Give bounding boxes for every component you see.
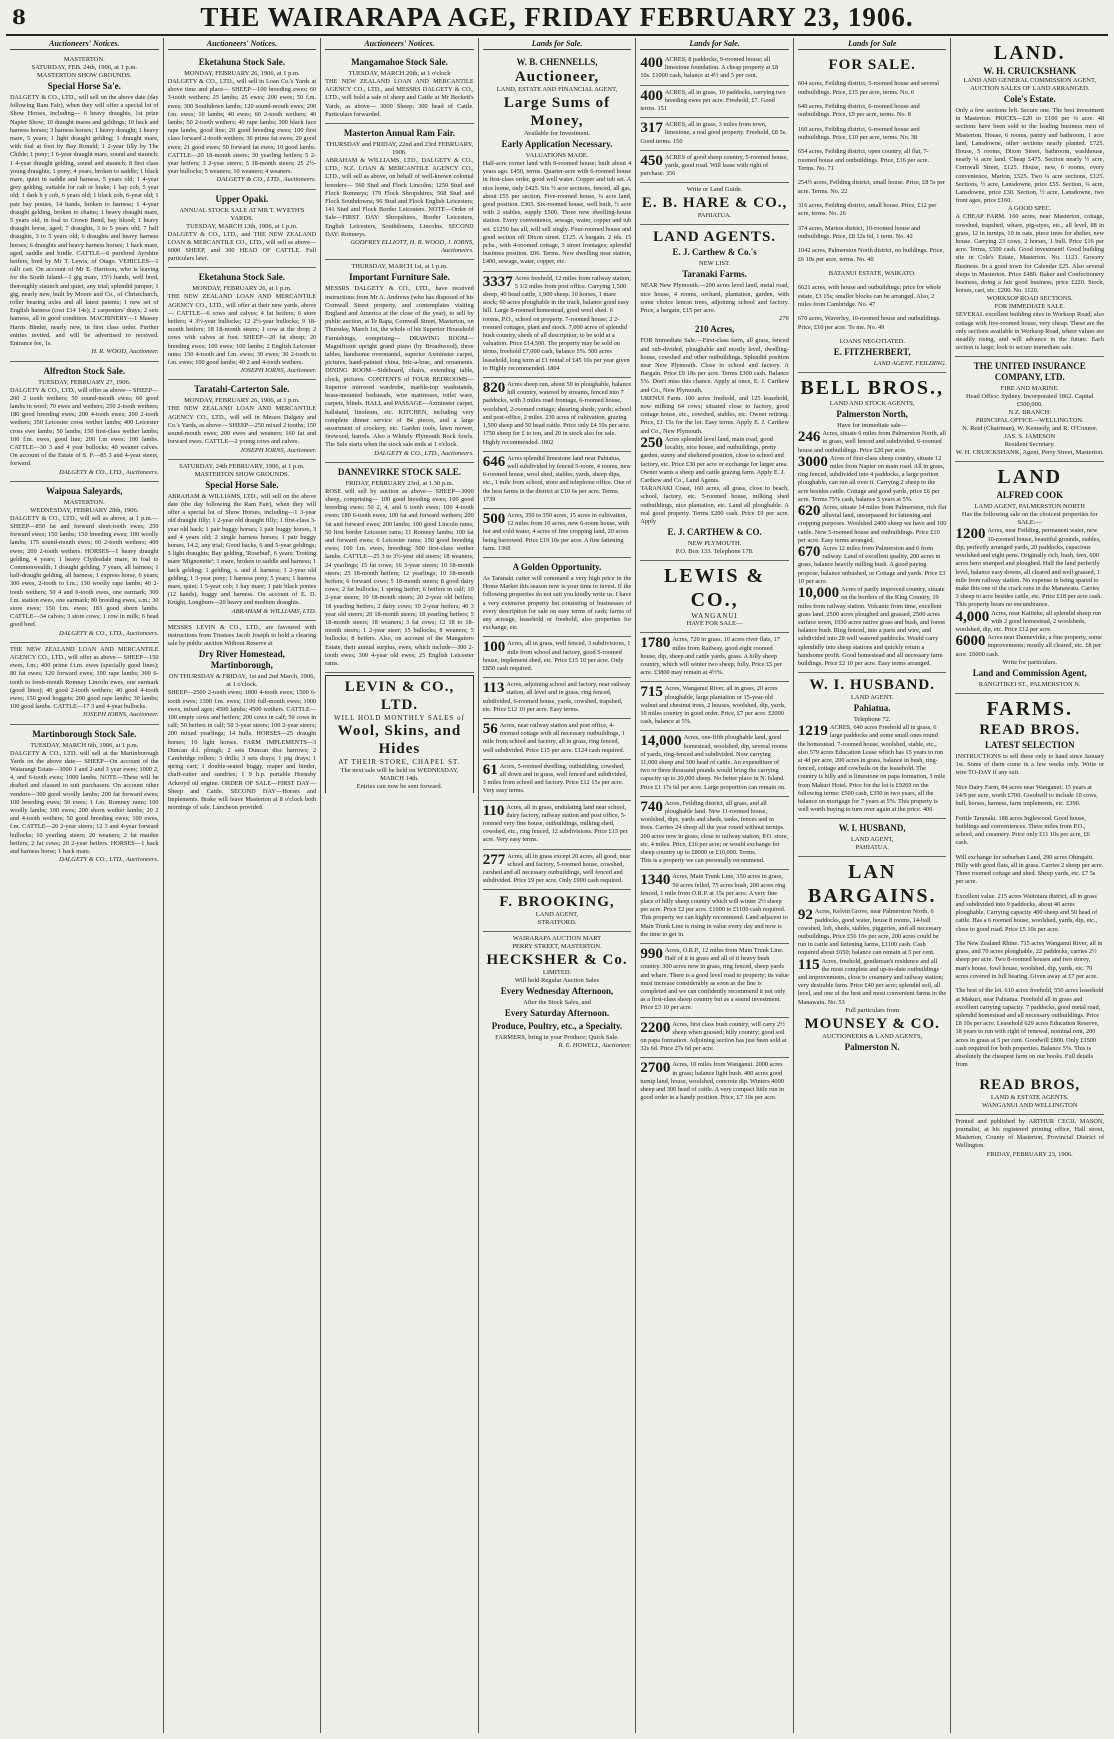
- ad-levin-clearing-sale: MESSRS LEVIN & CO., LTD., are favoured with instructions from Trustees Jacob Joseph to hold a clearing sale by public auction Without Reserve at Dry River Homestead, Martinborough, ON THURSDAY & FRIDAY, 1st and 2nd March, 1906, at 1 o'clock. SHEEP—2500 2-tooth ewes; 1800 4-tooth ewes; 1500 6-tooth ewes; 1300 f.m. ewes; 1100 full-mouth ewes; 1000 ewes, mixed ages; 4500 lambs; 4500 wethers. CATTLE—100 empty cows and heifers; 200 cows in calf; 50 cows in calf; 50 heifers in calf; 50 3-year steers; 100 2-year steers; 200 mixed yearlings; 14 bulls. HORSES—25 draught horses; 10 light horses. FARM IMPLEMENTS—3 Duncan d.f. plough; 2 sets Duncan disc harrows; 2 Cambridge rollers; 3 drills; 3 sets drays; 1 pig drays; 1 spring cart; 1 double-seated buggy, reaper and binder, chaff-cutter and sundries; 1 9 h.p. portable Hornsby Ackroyd oil engine. ORDER OF SALE—FIRST DAY—Sheep and Cattle. SECOND DAY—Horses and Implements. Brake will leave Masterton at 8 o'clock both mornings of sale. Luncheon provided.: [167, 623, 317, 812]
- listing: 990 Acres, O.R.P., 12 miles from Main Trunk Line. Half of it in grass and all of it heavy bush country. 300 acres now in grass, ring fenced, sheep yards and whare. There is a good level road to property; its value must increase considerably as soon as the line is completed and we can confidently recommend it not only as a first-class sheep country but as a sound investment. Price £3 10 per acre.: [640, 944, 789, 1018]
- ad-alfredton-stock-sale: Alfredton Stock Sale. TUESDAY, FEBRUARY 27, 1906. DALGETY & CO., LTD., will offer as above— SHEEP—200 2 tooth wethers; 50 sound-mouth ewes; 60 good lambs in wool; 70 ewes and wethers; 250 2-tooth wethers; 180 good breeding ewes; 200 4-tooth ewes; 200 2-tooth wethers; 350 Leicester cross wether lambs; 400 Leicester cross ewe lambs; 50 lambs; 150 first-class wether lambs; 100 f.m. ewes, good line; 200 f.m ewes; 100 lambs. CATTLE—30 3 and 4 year bullocks; 40 weaner calves. On account of the Estate of S. P.—85 3 and 4-year steers, forward. DALGETY & CO., LTD., Auctioneers.: [10, 362, 159, 482]
- page-number: 8: [12, 5, 26, 29]
- listing: 56 Acres, near railway station and post office, 4-roomed cottage with all necessary outbuildings, 1 mile from school and factory, all in grass, ring fenced, well subdivided. Price £15 per acre. £124 cash required.: [483, 719, 632, 760]
- column-3: [321, 38, 479, 1733]
- ad-husband-2: W. I. HUSBAND, LAND AGENT, PAHIATUA.: [798, 819, 947, 857]
- ad-golden-opportunity: A Golden Opportunity. As Taranaki cutter will command a very high price in the Home Market this season now is your time to invest. If the following properties do not suit you kindly write us. I have a very extensive property list consisting of businesses of every description for sale on easy terms of cash; farms of any acreage, leasehold or freehold, also properties for exchange, etc.: [483, 558, 632, 637]
- column-1: [6, 38, 164, 1733]
- column-heading: Lands for Sale.: [640, 38, 789, 50]
- ad-waipoua-saleyards: Waipoua Saleyards, MASTERTON. WEDNESDAY, FEBRUARY 28th, 1906. DALGETY & CO., LTD., will sell as above, at 1 p.m.— SHEEP—850 fat and forward short-tooth ewes; 250 forward ewes; 150 lambs; 150 breeding ewes; 100 woolly lambs; 175 sound-mouth ewes; 60 2-tooth wethers; 400 ewes; 200 2-tooth wethers. HORSES—1 heavy draught gelding, 4 years; 1 heavy Clydesdale mare, in foal to Commonwealth; 1 draught gelding, 7 years, all harness; 1 half-draught gelding, all harness; 1 express horse, 6 years; 300 ewes, 2-tooth to f.m.; 130 woolly rape lambs; 40 2-tooth wethers; 50 4 and 6-tooth ewes, one earmark; 300 f.m. station ewes, one earmark; 80 breeding ewes, s.m.; 30 store ewes; 150 f.m. ewes; 183 good shorn lambs. CATTLE—34 calves; 3 store cows; 1 cow in milk; 6 head good beef. DALGETY & CO., LTD., Auctioneers.: [10, 482, 159, 643]
- ad-eketahuna-stock-sale-2: Eketahuna Stock Sale. MONDAY, FEBRUARY 26, at 1 p.m. THE NEW ZEALAND LOAN AND MERCANTILE AGENCY CO., LTD., will offer at their new yards, above— CATTLE—6 cows and calves; 4 fat heifers; 6 store heifers; 4 3½-year bullocks; 12 2½-year bullocks; 9 18-month heifers; 18 18-month steers; 1 cow at the drop; 2 cows with calves at foot. SHEEP—20 fat sheep; 20 breeding ewes; 100 ewes; 100 lambs; 2 English Leicester rams; 150 4-tooth and f.m. ewes; 30 ewes; 30 2-tooth to f.m. ewes; 100 good lambs; 40 2 and 4-tooth wethers. JOSEPH IORNS, Auctioneer.: [168, 268, 317, 380]
- ad-nz-loan-sale: THE NEW ZEALAND LOAN AND MERCANTILE AGENCY CO., LTD., will offer as above— SHEEP—150 ewes, f.m.; 400 prime f.t.m. ewes (specially good lines); 80 fat ewes; 120 forward ewes; 100 rape lambs; 300 6-tooth to fresh-mouth Romney Lincoln ewes, one earmark (good lines); 40 good 2-tooth wethers; 40 good 4-tooth ewes; 150 good hoggets; 200 good rape lambs; 30 lambs; 100 good lambs. CATTLE—17 3 and 4-year bullocks. JOSEPH IORNS, Auctioneer.: [10, 643, 159, 725]
- listing: 400 ACRES, all in grass, 10 paddocks, carrying two breeding ewes per acre. Freehold, £7. Good terms. 151: [640, 86, 789, 119]
- listing: 400 ACRES, 8 paddocks, 9-roomed house; all limestone foundation. A cheap property at £8 10s. £1000 cash, balance at 4½ and 5 per cent.: [640, 53, 789, 86]
- listing: 110 Acres, all in grass, undulating land near school, dairy factory, railway station and post office, 5-roomed very fine house, outbuildings, milking shed, cowshed, etc., ring fenced, 12 subdivisions. Price £15 per acre. Very easy terms.: [483, 801, 632, 850]
- listing: 646 Acres splendid limestone land near Pahiatua, well subdivided by fenced 5-room, 4 rooms, new 6-roomed house, wool shed, stables, yards, sheep dips, etc., 1 mile from school, store and telephone office. One of the best farms in the district at £10 6s per acre. Terms. 1739: [483, 452, 632, 509]
- listing: 715 Acres, Wanganui River, all in grass, 20 acres ploughable, large plantation or 15-year-old walnut and chestnut trees, 2 houses, woolshed, dip, yards, 10 miles country in good order. Price, £7 per acre. £2000 cash, balance at 5%.: [640, 682, 789, 731]
- listing: 500 Acres, 350 to 350 acres, 15 acres in cultivation, 12 miles from 10 acres, new 6-room house, with hot and cold water, 4 acres of fine cropping land, 20 acres being harrowed. Price £19 10s per acre. A fine fattening farm. 1368: [483, 509, 632, 558]
- ad-united-insurance: THE UNITED INSURANCE COMPANY, LTD. FIRE AND MARINE. Head Office: Sydney. Incorporated 1862. Capital £500,000. N.Z. BRANCH: PRINCIPAL OFFICE—WELLINGTON. N. Reid (Chairman), W. Kennedy, and R. O'Connor. JAS. S. JAMESON Resident Secretary. W. H. CRUICKSHANK, Agent, Perry Street, Masterton.: [955, 357, 1104, 462]
- listing: 61 Acres, 5-roomed dwelling, outbuilding, cowshed, all down and in grass, well fenced and subdivided, 3 miles from school and factory. Price £12 15s per acre. Very easy terms.: [483, 760, 632, 801]
- column-2: [164, 38, 322, 1733]
- column-6: [794, 38, 952, 1733]
- ad-brooking: F. BROOKING, LAND AGENT, STRATFORD.: [483, 890, 632, 932]
- ad-mounsey: LAN BARGAINS. 92 Acres, Kelvin Grove, near Palmerston North, 6 paddocks, good water, house 8 rooms, 14-ball cowshed, loft, sheds, stables, piggeries, and all necessary outbuildings. Price £56 10s per acre, 200 acres could be run in cattle and fattening farms, £1100 cash. Cash required about £650; balance can remain at 5 per cent. 115 Acres, freehold, gentleman's residence and all the most complete and up-to-date outbuildings and improvements, close to creamery and railway station; very desirable farm. Price £40 per acre; splendid soil, all level, and one of the best and most convenient farms in the Manawatu. No. 53 Full particulars from MOUNSEY & CO. AUCTIONEERS & LAND AGENTS, Palmerston N.: [797, 861, 947, 1052]
- ad-lewis: LEWIS & CO., WANGANUI HAVE FOR SALE—: [640, 561, 789, 633]
- listing: 3337 Acres freehold, 12 miles from railway station, 5 1/2 miles from post office. Carrying 1,500 sheep, 40 head cattle, 1,900 sheep. 10 horses, 1 mare stock; 60 acres ploughable in the track, balance good easy hill. Large 8-roomed homestead, good wool shed. 6 rooms, P.O., school on property. 7-roomed house; 2 2-roomed cottages, plant and stock. 7,000 acres of splendid bush country, sheds of all description; to be sold at a valuation. Price £14,500. The property may be sold on terms, freehold £7,000 cash, balance 5%. 500 acres leasehold, long term at £1 rental of £45 10s per year given to Highly recommended. 1804: [483, 272, 632, 378]
- listing: 100 Acres, all in grass, well fenced, 3 subdivisions, 1 mile from school and factory, good 5-roomed house, implement shed, etc. Price £15 10 per acre. Only £850 cash required.: [483, 637, 632, 678]
- ad-bell-bros: BELL BROS., LAND AND STOCK AGENTS, Palmerston North, Have for immediate sale— 246 Acres, situate 6 miles from Palmerston North, all in grass, well fenced and subdivided. 6-roomed house and outbuildings. Price £20 per acre. 3000 Acres of first-class sheep country, situate 12 miles from Napier on main road. All in grass, ring fenced, subdivided into 4 paddocks, a large portion ploughable, can run all over it. Carrying 2 sheep to the acre besides cattle. Cottage and good yards, price £6 per acre. Terms 75% cash, balance 5 years at 5%. 620 Acres, situate 14 miles from Palmerston, rich flat alluvial land, unsurpassed for fattening and cropping purposes. Woolshed 2400 sheep we have and 100 cattle. New 5-roomed house and outbuildings. Price £10 per acre. Easy terms arranged. 670 Acres 12 miles from Palmerston and 6 from railway. Land of excellent quality, 200 acres in grass, balance heavily milling bush. A good paying propose, balance unbushed, or Cottage and yards. Price £3 10 per acre. 10,000 Acres of partly improved country, situate on the borders of the King Country, 19 miles from railway station. Volcanic from time, excellent grass land. 2500 acres ploughed and grassed, 2500 acres surface sown, 1030 acres native grass and bush, and forest balance bush. Ring fenced, into a parts and wire, and subdivided into 28 well watered paddocks. Would carry splendidly into sheep stations and quickly return a handsome profit. Good homestead and all necessary farm buildings. Price £2 10 per acre. Easy terms arranged.: [798, 373, 947, 673]
- listing: 820 Acres sheep run, about 50 in ploughable, balance hill country, watered by streams, fenced into 7 paddocks, with 3 miles road frontage, 6-roomed house, woolshed, 2-roomed cottage; shearing sheds; yards; school and post-office, 2 miles. 230 acres of cultivation, grazing 1,500 sheep and 50 head cattle. Price only £4 10s per acre. 1750 sheep for £ to ton, and 20 in stock also for sale. Highly recommended. 1802: [483, 378, 632, 452]
- ad-carthew: LAND AGENTS. E. J. Carthew & Co.'s NEW LIST. Taranaki Farms. NEAR New Plymouth.—200 acres level land, metal road, nice house, 4 rooms, orchard, plantation, garden, with some choice lemon trees, adjoining school and factory. Price, a bargain, £15 per acre. 276 210 Acres, FOR Immediate Sale.—First-class farm, all grass, fenced and sub-divided, ploughable and mostly level, dwelling-house, cowshed and other outbuildings. Splendid position near New Plymouth. Close to school and factory. A Bargain. Price £9 18s per acre. Terms £300 cash. Balance 5%. Don't miss this chance. Apply at once, E. J. Carthew and Co., New Plymouth. URENUI Farm. 100 acres freehold, and 125 leasehold, now milking 64 cows; situated close to factory, good cottage house, etc., cowshed, stables, etc. Owner retiring. Price, £1 15s for the lot. Easy terms. Apply E. J. Carthew and Co., New Plymouth. 250 Acres splendid level land, main road, good locality, nice house, and outbuildings, pretty garden, sunny and sheltered position, close to school and factory, etc. Price £30 per acre or exchange for larger area. Owner wants a sheep and cattle grazing farm. Apply E. J. Carthew and Co., Land Agents. TARANAKI Coast, 160 acres, all grass, close to beach, school, factory, etc. 5-roomed house, milking shed outbuildings, nice plantation, etc. Land all ploughable. A real good property. Terms £200 cash. Price £9 per acre. Apply E. J. CARTHEW & CO. NEW PLYMOUTH. P.O. Box 133. Telephone 178.: [640, 225, 789, 561]
- listing: 1340 Acres, Main Trunk Line, 350 acres in grass, 50 acres felled, 75 acres bush, 200 acres ring fenced, 1 mile from O.R.P. at 15s per acre. A very fine place of hilly sheep country which will winter 2½ sheep per acre. Price £2 per acre. £1000 to £1100 cash required. This property we can highly recommend. Land adjacent to Main Trunk Line is rising in value every day and now is the time to get in.: [640, 870, 789, 944]
- column-heading: Auctioneers' Notices.: [10, 38, 159, 50]
- ad-cruickshank: LAND. W. H. CRUICKSHANK LAND AND GENERAL COMMISSION AGENT, AUCTION SALES OF LAND ARRANGED. Cole's Estate. Only a few sections left. Secure one. The best investment in Masterton. PRICES—£20 to £100 per ¼ acre. 48 sections have been sold to the leading business men of Masterton. House, 6 rooms, pantry and bathroom, 1 acre land, Lansdowne, other sections nearly planted. £725. House, 5 rooms, Dixon Street, bathroom, washhouse, nearly ¼ acre land. Cheap £475. Section nearly ½ acre, Cornwall Street, £125. House, new, 6 rooms, every convenience, Marion, £525. Two ¼ acre sections, £125. Sections, ½ acre, Lansdowne, price £55. Section, ¼ acre, Lansdowne, price £30. Section, ½ acre, Lansdowne, two front ages, price £160. A GOOD SPEC. A CHEAP FARM. 160 acres, near Masterton, cottage, cowshed, trapshed, whare, pig-styes, etc., all level, 88 in grass, 12 in turnips, 10 in oats, piece trees for shelter, new house. Carrying 23 cows, 2 horses, 1 bull. Price £16 per acre. Terms, £500 cash. Good investment! Good building site in Cole's Estate, Masterton. No. 1123. Grocery Business. In a good town for Calendar £25. Also several shops in Masterton. Price £480. Baker and Confectionery business, doing a fair good business, price £220. Stock, horses, cart, etc. £200. No. 1120. WORKSOP ROAD SECTIONS. FOR IMMEDIATE SALE. SEVERAL excellent building sites in Worksop Road; also cottage with five-roomed house, very cheap. These are the only sections available in Worksop Road, where values are steadily rising, and will advance in the future. Each section is large; look to secure immediate sale.: [955, 38, 1104, 357]
- ad-hecksher: WAIRARAPA AUCTION MART PERRY STREET, MASTERTON. HECKSHER & Co. LIMITED. Will hold Regular Auction Sales Every Wednesday Afternoon, After the Stock Sales, and Every Saturday Afternoon. Produce, Poultry, etc., a Specialty. FARMERS, bring in your Produce; Quick Sale. R. E. HOWELL, Auctioneer.: [486, 935, 632, 1050]
- listing: 113 Acres, adjoining school and factory, near railway station, all level and in grass, ring fenced, subdivided, 6-roomed house, yards, cowshed, trapshed, etc. Price £12 10 per acre. Easy terms.: [483, 678, 632, 719]
- ad-levin-wool-sales: LEVIN & CO., LTD. WILL HOLD MONTHLY SALES of Wool, Skins, and Hides AT THEIR STORE, CHAPEL ST. The next sale will be held on WEDNESDAY, MARCH 14th. Entries can now be sent forward.: [325, 675, 474, 792]
- listing: 277 Acres, all in grass except 20 acres, all good, near school and factory, 5-roomed house, cowshed, carshed and all necessary outbuildings, well fenced and subdivided. Price £9 per acre. Only £900 cash required.: [483, 850, 632, 891]
- listing: 2200 Acres, first class bush country, will carry 2½ sheep when grassed; hilly country; good soil on papa formation. Adjoining section has just been sold at 32s 6d. Price 27s 6d per acre.: [640, 1018, 789, 1059]
- ad-eketahuna-stock-sale: Eketahuna Stock Sale. MONDAY, FEBRUARY 26, 1906, at 1 p.m. DALGETY & CO., LTD., will sell in Loan Co.'s Yards at above time and place— SHEEP—100 breeding ewes; 60 3-tooth wethers; 25 lambs; 25 ewes; 200 ewes; 50 f.m. ewes; 300 Southdown lambs; 120 sound-mouth ewes; 200 f.m. ewes; 10 lambs; 40 ewes; 60 2-tooth wethers; 40 lambs; 50 2-tooth wethers; 40 rape lambs; 300 black face rape lambs, good line; 20 good breeding ewes; 100 first class forward 2-tooth wethers; 30 prime fat ewes; 20 good ewes; 21 good ewes; 50 forward fat ewes; 10 good lambs. CATTLE—20 18-month steers; 30 yearling heifers; 5 2-year heifers; 3 2-year steers; 5 18-month steers; 25 2½-year bullocks; 5 weaners; 10 weaners; 4 weaners. DALGETY & CO., LTD., Auctioneers.: [168, 53, 317, 190]
- ad-special-horse-sale-2: SATURDAY, 24th FEBRUARY, 1906, at 1 p.m. MASTERTON SHOW GROUNDS. Special Horse Sale. ABRAHAM & WILLIAMS, LTD., will sell on the above date (the day following the Ram Fair), when they will offer a special lot of Show Horses, including—1 3-year old draught filly; 1 2-year old draught filly; 1 first-class 3-year old hack; 1 pair buggy horses; 1 pair buggy horses, 3 and 4 years old; 2 single harness horses; 1 pair buggy horses, 14.2, any trial; Good hacks, 6 and 5-year geldings; 5 light draughts; Bay gelding, 'Rosebud', 6 years; Trotting mare 'Mignonette'; 1 mare, broken to saddle and harness; 1 hack gelding; 1 gelding, s. and d. harness; 1 2-year old gelding; 1 3-year pony; 1 harness pony, 5 years; 1 harness mare, quiet; 1 5-year cob; 1 bay mare; 1 pair black ponies (12 hands), buggy and harness. On account of E. D. Knight, Longburn—20 heavy and medium draughts. ABRAHAM & WILLIAMS, LTD.: [168, 460, 317, 621]
- listing: 317 ACRES, all in grass, 3 miles from town, limestone, a real good property. Freehold, £8 5s. Good terms. 150: [640, 118, 789, 151]
- column-5: [636, 38, 794, 1733]
- column-7: [951, 38, 1108, 1733]
- ad-read-bros: FARMS. READ BROS. LATEST SELECTION INSTRUCTIONS to sell these only to hand since January 1st. Some of them come in a few weeks only. Write or wire TO-DAY if any suit. Nice Dairy Farm, 84 acres near Wanganui; 15 years at 14/9 per acre, worth £700. Goodwill to include 10 cows, bull, horses, harness, farm implements, etc. £390. Fertile Taranaki. 188 acres Inglewood. Good house, buildings and conveniences. Three miles from P.O., school, and creamery. Price only £11 10s per acre, £6 cash. Will exchange for suburban Land, 290 acres Ohingaiti. Hilly with good flats, all in grass. Carries 2 sheep per acre. Three roomed cottage and shed. Sheep yards, etc. £7 5s per acre. Excellent value. 215 acres Waitotara district, all in grass and subdivided into 9 paddocks, about 40 acres ploughable. Carrying capacity 400 sheep and 50 head of cattle. Has a 6 roomed house, woolshed, yards, dip, etc., close to good road. Price £5 10s per acre. The New Zealand Rhine. 715 acres Wanganui River, all in grass, and 70 acres ploughable, 22 paddocks, carries 2½ sheep per acre. Two 8-roomed houses and two storey, man's house, fowl house, woolshed, dip, yards, etc. 70 acres covered in full bearing. Given away at £7 per acre. The best of the lot. 610 acres freehold, 550 acres leasehold at Makuri, near Pahiatua. Freehold all in grass and excellent carrying capacity. 7 paddocks, good metal road, splendid homestead and all necessary outbuildings. Price £8 10s per acre. Leasehold 629 acres Education Reserve, 18 years to run with right of renewal, nominal rent, 200 acres in grass at 5 per cent. Goodwill £800. Only £1500 cash required for both properties. Balance 5%. This is absolutely the cheapest farm on our books. Full details from READ BROS, LAND & ESTATE AGENTS. WANGANUI AND WELLINGTON: [955, 694, 1104, 1115]
- listing: 14,000 Acres, one-fifth ploughable land, good homestead, woolshed, dip, several rooms of yards, ring-fenced and subdivided. Now carrying 11,000 sheep and 300 head of cattle. An expenditure of two or three thousand pounds would bring the carrying capacity up to 20,000 sheep. No better place in N. Island. Price £1 17s 6d per acre. Large proportion can remain on.: [640, 731, 789, 796]
- column-heading: Auctioneers' Notices.: [325, 38, 474, 50]
- ad-ram-fair: Masterton Annual Ram Fair. THURSDAY and FRIDAY, 22nd and 23rd FEBRUARY, 1906. ABRAHAM & WILLIAMS, LTD., DALGETY & CO., LTD., N.Z. LOAN & MERCANTILE AGENCY CO., LTD., will sell as above, on behalf of well-known colonial breeders— 560 Stud and Flock Lincolns; 1250 Stud and Flock Romneys; 179 Flock Shropshires; 568 Stud and Flock Southdowns; 96 Stud and Flock English Leicesters; 141 Stud and Flock Border Leicesters. NOTE—Order of Sale—FIRST DAY: Shropshires, Border Leicesters, English Leicesters, Southdowns, Lincolns. SECOND DAY: Romneys. GODFREY ELLIOTT, H. R. WOOD, J. IORNS, Auctioneers.: [325, 124, 474, 260]
- imprint: Printed and published by ARTHUR CECIL MASON, journalist, at his registered printing office, Hall street, Masterton, County of Masterton, Provincial District of Wellington. FRIDAY, FEBRUARY 23, 1906.: [955, 1117, 1105, 1158]
- ad-alfred-cook: LAND ALFRED COOK LAND AGENT, PALMERSTON NORTH Has the following sale on the choicest properties for SALE:— 1200 Acres, near Feilding, permanent water, new 10-roomed house, beautiful grounds, stables, dip, perfectly arranged yards, 20 paddocks, capacious woolshed and eight pens. Originally rich, bush, fern, 600 acres hero stumped and ploughed. Half the land perfectly level, balance easy downs, all cleared and well grassed, 1 mile from railway station. No expense in being spared to make this one of the crack runs in the Manawatu. Carries 3 sheep to acre besides cattle, etc. Price £18 per acre cash. This property bears no encumbrance. 4,000 Acres, near Kaitieke, all splendid sheep run with 2 good homestead, 2 woolsheds, woolshed, dip, etc. Price £12 per acre. 6000 Acres near Dannevirke, a fine property, some improvements; mostly all cleared, etc. £8 per acre. £6000 cash. Write for particulars. Land and Commission Agent, RANGITIKEI ST., PALMERSTON N.: [955, 462, 1104, 693]
- ad-husband: W. I. HUSBAND. LAND AGENT. Pahiatua. Telephone 72. 1219 ACRES, 640 acres Freehold all in grass, 6 large paddocks and some small ones round the homestead. 7-roomed house, woolshed, stable, etc., also 579 acres Education Lease which has 15 years to run at 4d per acre, 200 acres in grass, balance in bush, ring-fenced, cottage and cowbails on the leasehold. The country is hilly and is limestone on papa formation, 3 mile from Makuri Hotel. Price for the lot is £9269 on the following terms: £500 cash, £350 in two years, all the balance on mortgage for 7 years at 5%. This property is well worth buying to turn over again at the price. 400: [798, 673, 947, 819]
- columns: [6, 38, 1108, 1733]
- masthead: [6, 0, 1108, 36]
- column-heading: Lands for Sale.: [483, 38, 632, 50]
- ad-chennells: W. B. CHENNELLS, Auctioneer, LAND, ESTATE AND FINANCIAL AGENT, Large Sums of Money, Available for Investment. Early Application Necessary. VALUATIONS MADE. Half-acre corner land with 6-roomed house; built about 4 years ago. £450, terms. Quarter-acre with 6-roomed house in first-class order, good well water. Copper and tub set. A nice home, only £425. Six ½ acre sections, fenced, all gas, about £55 per section. Five-roomed house, ¼ acre land, good position. £365. Six-roomed house, well built, ½ acre with 2 stables, supply £500. Three new dwelling-house station. Every convenience, sewage, water, copper and tub set. £1250 has all, will sell singly. Four-roomed house and good section off Dixon street. £125. A bargain. 2 rds. 15 pchs., with 4-roomed cottage, 3 street frontages; splendid business position. £06. Terms. New dwelling near station, £400, sewage, water, copper, etc.: [483, 53, 632, 272]
- ad-mangamahoe-stock-sale: Mangamahoe Stock Sale. TUESDAY, MARCH 20th, at 1 o'clock THE NEW ZEALAND LOAN AND MERCANTILE AGENCY CO., LTD., and MESSRS DALGETY & CO., LTD., will hold a sale of sheep and Cattle at Mr Beckett's Yards, as above— 3000 Sheep; 300 head of Cattle. Particulars forwarded.: [325, 53, 474, 124]
- column-heading: Lands for Sale: [798, 38, 947, 50]
- ad-martinborough-stock-sale: Martinborough Stock Sale. TUESDAY, MARCH 6th, 1906, at 1 p.m. DALGETY & CO., LTD. will sell at the Martinborough Yards on the above date— SHEEP—On account of the Waiarangi Estate—3000 1 and 2-and 3 year ewes; 1000 2, 4, and 6-tooth ewes; 1000 lambs. NOTE—These will be drafted and classed to suit purchasers. On account other vendors—300 good woolly lambs; 200 fat forward ewes; 100 breeding ewes; 50 ewes; 1 f.m. Romney rams; 100 woolly lambs; 100 ewes; 200 shorn wether lambs; 20 2 and 4-tooth wethers; 50 good breeding ewes; 100 ewes, f.m. CATTLE—20 2-year steers; 12 3 and 4-year forward bullocks; 10 yearling steers; 20 weaners; 2 fat maiden heifers; 2 fat cows; 20 2-year heifers. HORSES—1 hack and harness horse; 1 hack mare. DALGETY & CO., LTD., Auctioneers.: [10, 728, 159, 864]
- listing: 1780 Acres, 720 in grass. 10 acres river flats, 17 miles from Railway, good eight roomed house, dip, sheep and cattle yards, grass. A hilly sheep country, which will winter two sheep; fully. Price £5 per acre. £3800 may remain at 4½%.: [640, 633, 789, 682]
- ad-dannevirke-stock-sale: DANNEVIRKE STOCK SALE. FRIDAY, FEBRUARY 23rd, at 1.30 p.m. ROSE will sell by auction as above— SHEEP—3000 sheep, comprising— 100 good breeding ewes; 100 good breeding ewes; 50 2, 4, and 6 tooth ewes; 100 4-tooth ewes; 180 6-tooth ewes; 100 fat and forward wethers; 200 fat and forward ewes; 200 lambs; 100 good Lincoln rams; 50 first border Leicester rams; 11 Romney lambs; 100 fat and forward ewes; 6 Leicester rams; 150 good breeding ewes; 100 f.m. ewes, breeding; 500 first-class wether lambs. CATTLE—25 3 to 3½-year old steers; 18 weaners; 24 yearlings; 15 fat cows; 16 3-year steers; 10 18-month steers; 25 18-month heifers; 12 yearlings; 10 18-month heifers; 6 forward cows; 5 18-month steers; 8 good dairy cows; 2 fat bullocks; 1 spring heifer; 6 heifers in calf; 10 2-year steers; 10 18-month steers; 20 2-year old heifers; 18 yearling heifers; 2 dairy cows; 10 2-year heifers; 40 3 year old steers; 20 18-month steers; 18 yearling heifers; 5 18-month steers; 18 weaners; 3 fat cows; 12 18 to 18-month steers; 1 2-year steer; 15 bullocks; 8 weaners; 5 bullocks; 8 heifers. Also, on account of the Mangatoro Estate, their annual surplus, ewes, which include—300 2-tooth ewes; 300 4-year old ewes; 25 English Leicester rams.: [325, 463, 474, 673]
- ad-title: Special Horse Sa'e.: [47, 81, 121, 91]
- ad-hare: Write or Land Guide. E. B. HARE & CO., PAHIATUA.: [640, 183, 789, 225]
- ad-upper-opaki: Upper Opaki. ANNUAL STOCK SALE AT MR T. WYETH'S YARDS. TUESDAY, MARCH 13th, 1906, at 1 p.m. DALGETY & CO., LTD., and THE NEW ZEALAND LOAN & MERCANTILE CO., LTD., will sell as above— 6000 SHEEP, and 300 HEAD OF CATTLE. Full particulars later.: [168, 190, 317, 269]
- listing: 450 ACRES of good sheep country, 5-roomed house, yards, good road. Will lease with right of purchase. 356: [640, 151, 789, 184]
- ad-special-horse-sale: MASTERTON. SATURDAY, FEB. 24th, 1906, at 1 p.m. MASTERTON SHOW GROUNDS. Special Horse Sa'e. DALGETY & CO., LTD., will sell on the above date (day following Ram Fair), when they will offer a special lot of Show Horses, including— 6 heavy draughts, 1st prize Napier Show; 10 draught mares and geldings; 10 hack and harness horses; 3 harness horses; 1 heavy draught; 1 heavy mare, 5 years; 1 light draught gelding; 1 draught mare, with foal at foot by Bay Ronald; 1 2-year filly by The Childe; 1 pony; 1 6-year draught mare, sound and staunch; 1 4-year draught gelding, sound and staunch; 8 first class young draughts; 1 pony; 4 years, broken to saddle; 1 black mare, quiet in saddle and harness, 5 years old; 1 4-year grey gelding, suitable for cab or brake; 1 bay cob, 5 year old; 1 dark b y cob, 6 years old; 1 black cob, 6-year old; 1 pair bay ponies, 14 hands, broken to harness; 1 4-year draught gelding, broken to chains; 1 heavy draught mare, 5 years old, in foal to Crown Bend, bay blood; 1 heavy draught horse, aged; 7 draughts, 3 to 5 years old; 7 half draughts, 3 to 5 years old; 6 draughts and heavy harness horses; 6 draughts and heavy harness horses; 1 hack mare, aged, saddle and bridle. CATTLE—6 purebred Ayrshire heifers, bred by Mr T. Lewis, of Otago. VEHICLES—1 ralli cart. On account of Mr E. Harrison, who is leaving for the South Island—1 gig mare, 15½ hands, well bred, thoroughly staunch and quiet, any trial; splendid jumper; 1 gig, nearly new, built by Moore and Co., of Christchurch, roller bearing axles and all latest patents; 1 new set of English harness (cost £14 14s); 2 carpenters' drays; 2 sets harness, all in good condition. MACHINERY—1 Massey Harris Binder, nearly new, in first class order. Further entries invited, and will be advertised to received. Entrance fee, 1s. H. R. WOOD, Auctioneer.: [10, 53, 159, 362]
- column-heading: Auctioneers' Notices.: [168, 38, 317, 50]
- column-4: [479, 38, 637, 1733]
- ad-for-sale-list: FOR SALE. 604 acres, Feilding district, 5-roomed house and several outbuildings. Price, £15 per acre, terms. No. 6 640 acres, Feilding district, 6-roomed house and outbuildings. Price, £9 per acre, terms. No. 8 160 acres, Feilding district, 6-roomed house and outbuildings. Price, £10 per acre, terms. No. 38 654 acres, Feilding district, open country, all flat, 7-roomed house and outbuildings. Price, £16 per acre. Terms. No. 71 254½ acres, Feilding district, small house. Price, £8 5s per acre. Terms. No. 22 316 acres, Feilding district, small house. Price, £12 per acre, terms. No. 26 374 acres, Marton district, 10-roomed house and outbuildings. Price, £8 12s 6d, 1 term. No. 42 1042 acres, Palmerston North district, no buildings. Price, £6 10s per acre, terms. No. 40 BATANUI ESTATE, WAIKATO. 6621 acres, with house and outbuildings; price for whole estate, £3 15s; smaller blocks can be arranged. Also, 2 miles from Cambridge. No. 47 670 acres, Waverley, 10-roomed house and outbuildings. Price, £10 per acre. To me. No. 49 LOANS NEGOTIATED. E. FITZHERBERT, LAND AGENT. FEILDING.: [798, 53, 947, 373]
- listing: 2700 Acres, 10 miles from Wanganui. 2000 acres in grass; balance light bush. 400 acres good turnip land, house, woolshed, concrete dip. Winters 4000 sheep and 300 head of cattle. A very compact little run in good order in a handy position. Price, £7 10s per acre.: [640, 1060, 785, 1102]
- listing: 740 Acres, Feilding district, all grass, and all ploughable land. New 11-roomed house, woolshed, dips, yards and sheds, tanks, fences and in trees. Carries 24 sheep all the year round without turnips. 200 acres now in grass, close to railway station, P.O. store, etc. 4 miles. Price, £16 per acre; or would exchange for sheep country up to £8000 or £10,000. Terms. This is a property we can personally recommend.: [640, 797, 789, 871]
- ad-taratahi-carterton-sale: Taratahi-Carterton Sale. MONDAY, FEBRUARY 26, 1906, at 1 p.m. THE NEW ZEALAND LOAN AND MERCANTILE AGENCY CO., LTD., will sell in Messrs Dalgety and Co.'s Yards, as above— SHEEP—250 mixed 2 tooths; 150 sound-mouth ewes; 200 ewes and weaners; 160 fat and forward ewes. CATTLE—2 young cows and calves. JOSEPH IORNS, Auctioneer.: [168, 380, 317, 459]
- newspaper-title: THE WAIRARAPA AGE, FRIDAY FEBRUARY 23, 1906.: [200, 1, 914, 32]
- ad-furniture-sale: THURSDAY, MARCH 1st, at 1 p.m. Important Furniture Sale. MESSRS DALGETY & CO., LTD., have received instructions from Mr A. Andrews (who has disposed of his Cornwall Street property, and contemplates visiting England and America at the close of the year), to sell by public auction, at Te Rapa, Cornwall Street, Masterton, on Thursday, March 1st, the whole of his Superior Household Furnishings, comprising— DRAWING ROOM—Magnificent upright grand piano (by Broadwood), three tables, handsome overmantel, superior Axminster carpet, pictures, hand-painted china, bric-a-brac, and ornaments. DINING ROOM—Sideboard, chairs, extending table, clock, pictures. CONTENTS of FOUR BEDROOMS—Superior mirrored wardrobe, marble-top washstands, brass-mounted bedsteads, wire mattresses, toilet ware, carpets, blinds. HALL and PASSAGE—Axminster carpet, hallstand, linoleum, etc. KITCHEN, including very complete dinner service of 84 pieces, and a large assortment of crockery, etc. Garden tools, lawn mower, firewood, barrels. Also a Whitely Plymouth Rock fowls. The Sale starts when the stock sale ends at 1 o'clock. DALGETY & CO., LTD., Auctioneers.: [325, 260, 474, 462]
